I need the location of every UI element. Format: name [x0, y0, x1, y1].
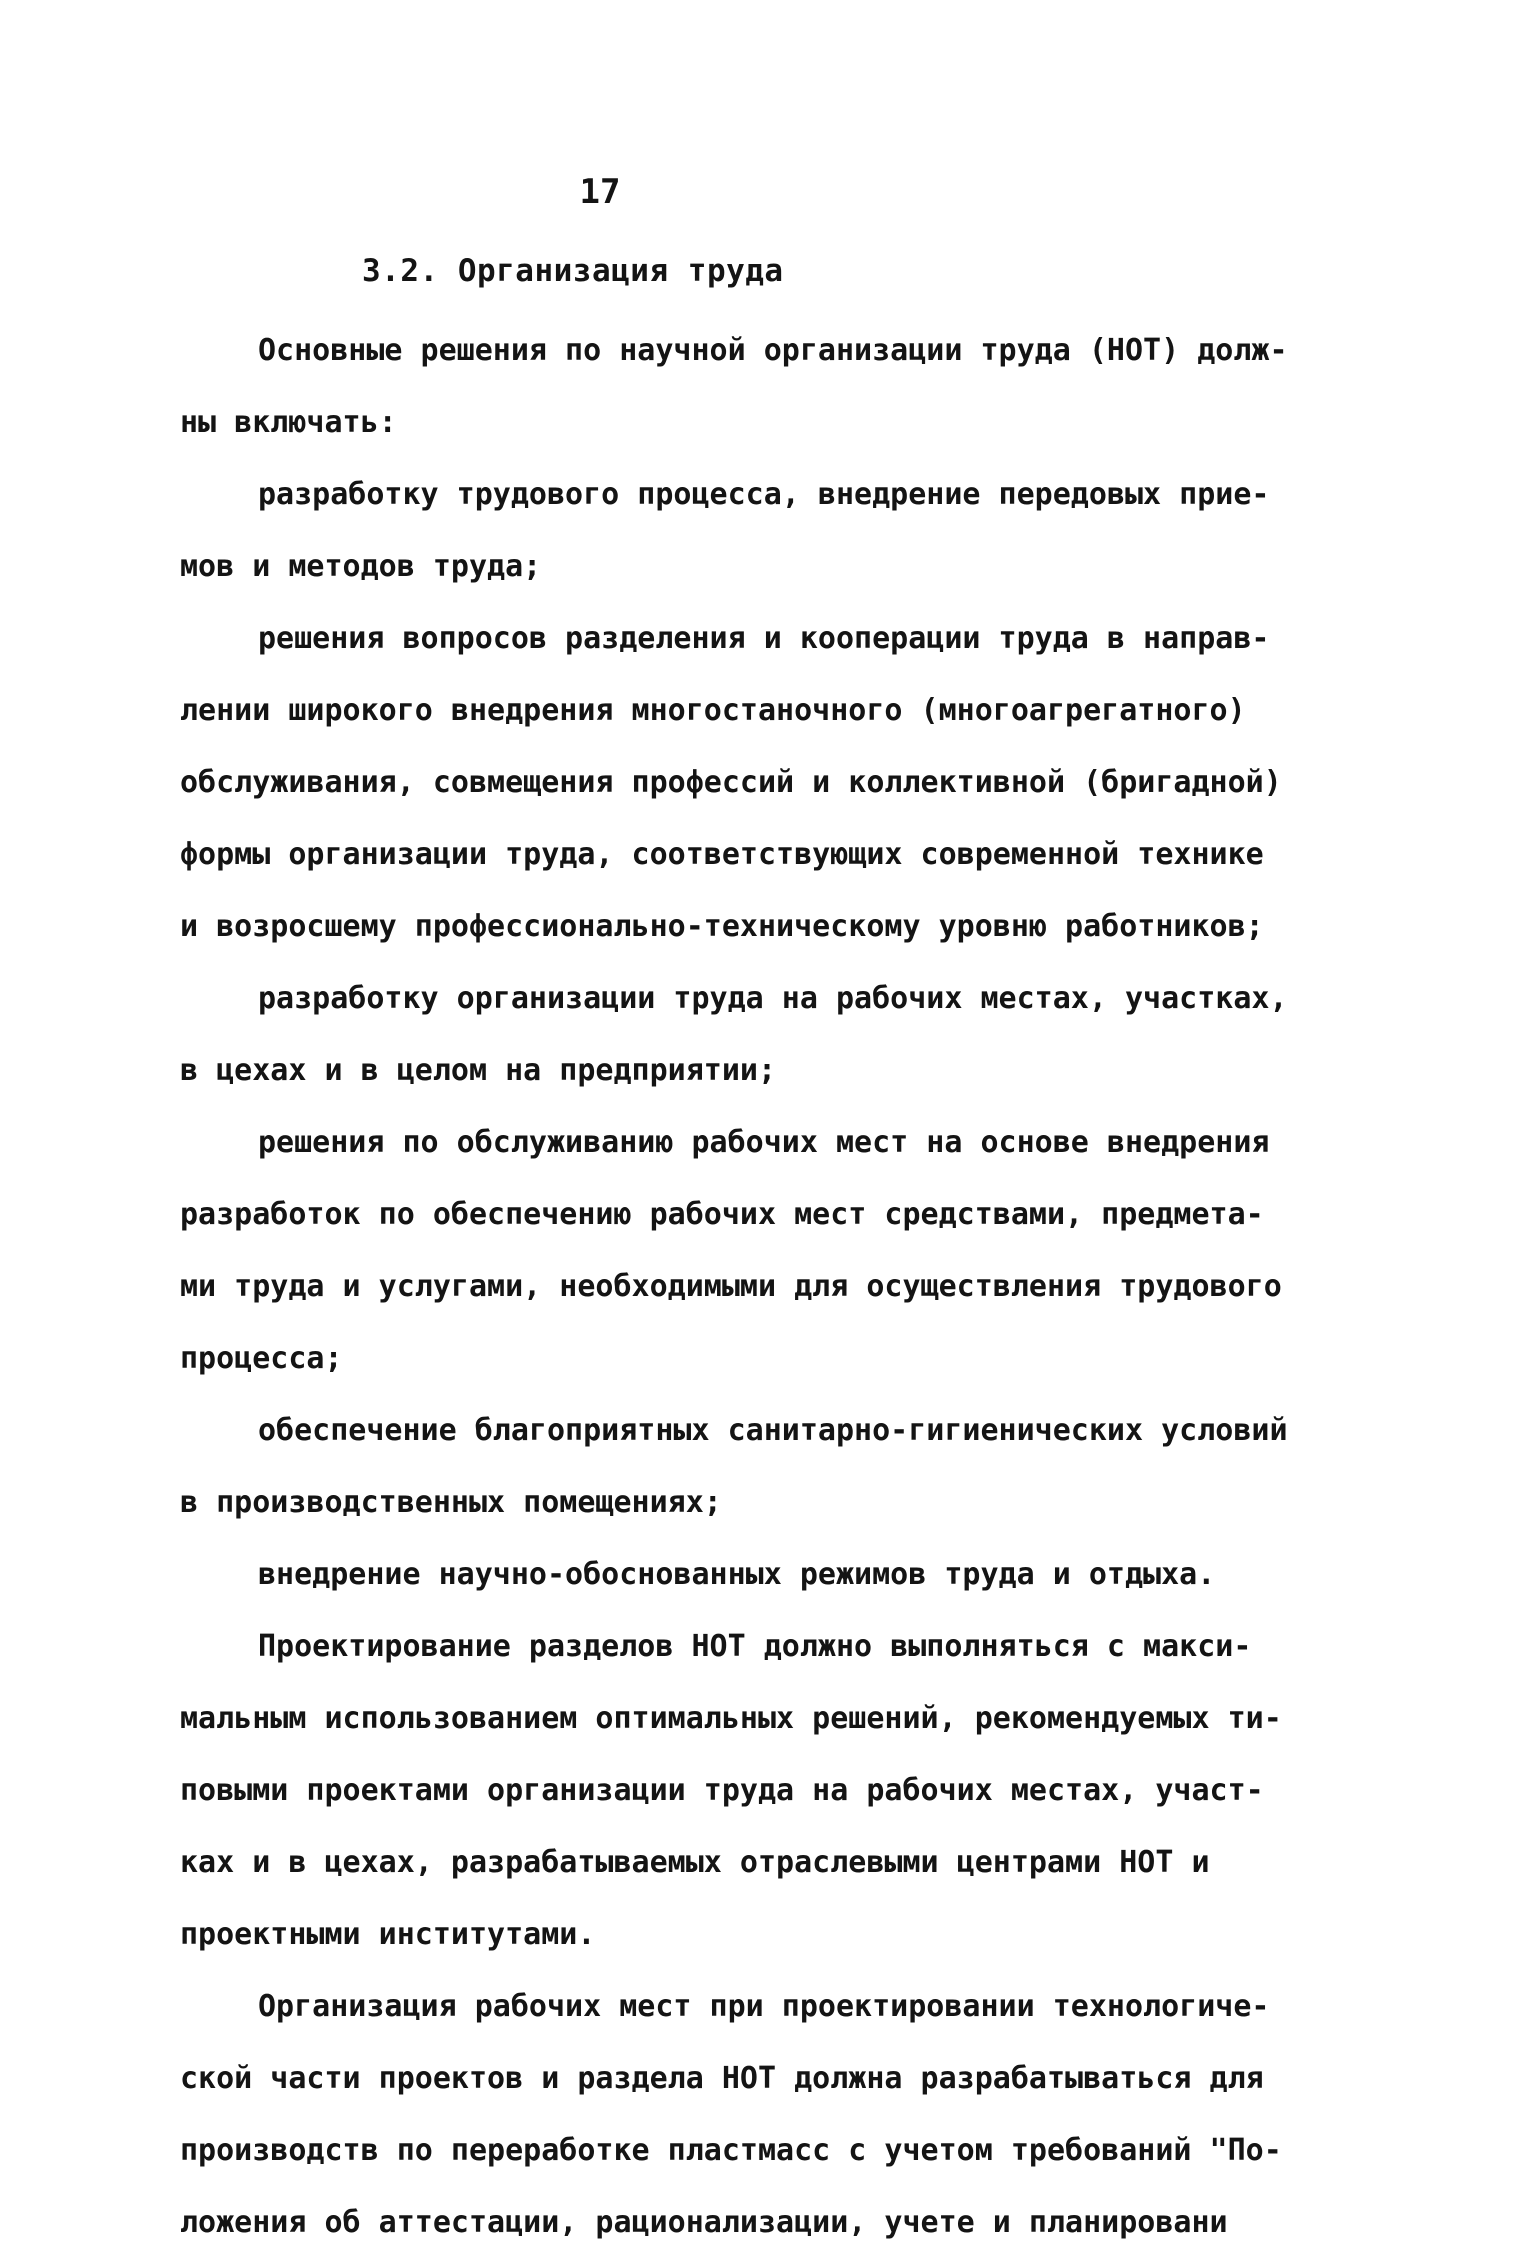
page-number: 17: [579, 172, 621, 212]
text-line: ской части проектов и раздела НОТ должна разрабатываться для: [180, 2061, 1264, 2096]
text-line: в цехах и в целом на предприятии;: [180, 1053, 777, 1088]
text-line: Организация рабочих мест при проектировании технологиче-: [258, 1989, 1270, 2024]
text-line: и возросшему профессионально-техническому уровню работников;: [180, 909, 1264, 944]
text-line: разработку организации труда на рабочих местах, участках,: [258, 981, 1288, 1016]
text-line: внедрение научно-обоснованных режимов труда и отдыха.: [258, 1557, 1216, 1592]
text-line: в производственных помещениях;: [180, 1485, 722, 1520]
text-line: обеспечение благоприятных санитарно-гигиенических условий: [258, 1413, 1288, 1448]
text-line: разработок по обеспечению рабочих мест средствами, предмета-: [180, 1197, 1264, 1232]
text-line: повыми проектами организации труда на рабочих местах, участ-: [180, 1773, 1264, 1808]
text-line: обслуживания, совмещения профессий и коллективной (бригадной): [180, 765, 1282, 800]
text-line: ках и в цехах, разрабатываемых отраслевыми центрами НОТ и: [180, 1845, 1210, 1880]
text-line: процесса;: [180, 1341, 343, 1376]
text-line: решения по обслуживанию рабочих мест на основе внедрения: [258, 1125, 1270, 1160]
text-line: мов и методов труда;: [180, 549, 542, 584]
text-line: производств по переработке пластмасс с учетом требований "По-: [180, 2133, 1282, 2168]
text-line: ложения об аттестации, рационализации, учете и планировани: [180, 2205, 1228, 2240]
section-title: 3.2. Организация труда: [362, 253, 784, 289]
text-line: ми труда и услугами, необходимыми для осуществления трудового: [180, 1269, 1282, 1304]
text-line: лении широкого внедрения многостаночного (многоагрегатного): [180, 693, 1246, 728]
text-line: ны включать:: [180, 405, 397, 440]
text-line: формы организации труда, соответствующих современной технике: [180, 837, 1264, 872]
text-line: Проектирование разделов НОТ должно выполняться с макси-: [258, 1629, 1252, 1664]
text-line: проектными институтами.: [180, 1917, 596, 1952]
body-text: [180, 315, 1355, 2259]
text-line: Основные решения по научной организации труда (НОТ) долж-: [258, 333, 1288, 368]
text-line: разработку трудового процесса, внедрение передовых прие-: [258, 477, 1270, 512]
text-line: решения вопросов разделения и кооперации труда в направ-: [258, 621, 1270, 656]
text-line: мальным использованием оптимальных решений, рекомендуемых ти-: [180, 1701, 1282, 1736]
